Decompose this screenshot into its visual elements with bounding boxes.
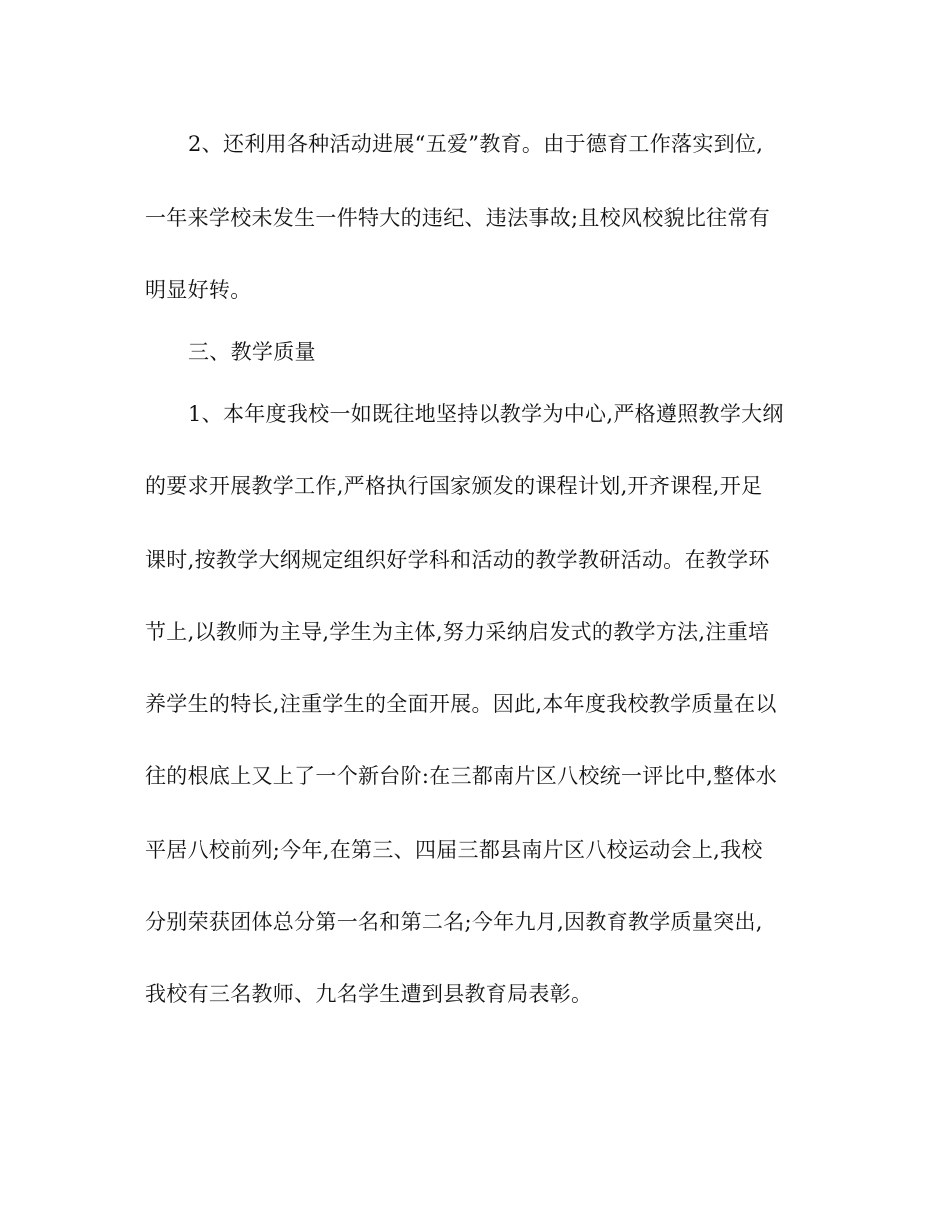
paragraph-3-line-8: 分别荣获团体总分第一名和第二名;今年九月,因教育教学质量突出, bbox=[145, 910, 763, 934]
paragraph-3-line-3: 课时,按教学大纲规定组织好学科和活动的教学教研活动。在教学环 bbox=[145, 548, 770, 572]
paragraph-3-line-9: 我校有三名教师、九名学生遭到县教育局表彰。 bbox=[145, 982, 593, 1006]
paragraph-3-line-7: 平居八校前列;今年,在第三、四届三都县南片区八校运动会上,我校 bbox=[145, 838, 763, 862]
paragraph-3-line-5: 养学生的特长,注重学生的全面开展。因此,本年度我校教学质量在以 bbox=[145, 692, 777, 716]
paragraph-2-line-1: 2、还利用各种活动进展“五爱”教育。由于德育工作落实到位, bbox=[188, 132, 764, 156]
paragraph-3-line-1: 1、本年度我校一如既往地坚持以教学为中心,严格遵照教学大纲 bbox=[188, 402, 784, 426]
paragraph-2-line-2: 一年来学校未发生一件特大的违纪、违法事故;且校风校貌比往常有 bbox=[145, 206, 771, 230]
paragraph-3-line-2: 的要求开展教学工作,严格执行国家颁发的课程计划,开齐课程,开足 bbox=[145, 474, 763, 498]
paragraph-3-line-6: 往的根底上又上了一个新台阶:在三都南片区八校统一评比中,整体水 bbox=[145, 764, 778, 788]
section-heading-teaching-quality: 三、教学质量 bbox=[188, 340, 316, 364]
paragraph-2-line-3: 明显好转。 bbox=[145, 278, 252, 302]
paragraph-3-line-4: 节上,以教师为主导,学生为主体,努力采纳启发式的教学方法,注重培 bbox=[145, 620, 770, 644]
